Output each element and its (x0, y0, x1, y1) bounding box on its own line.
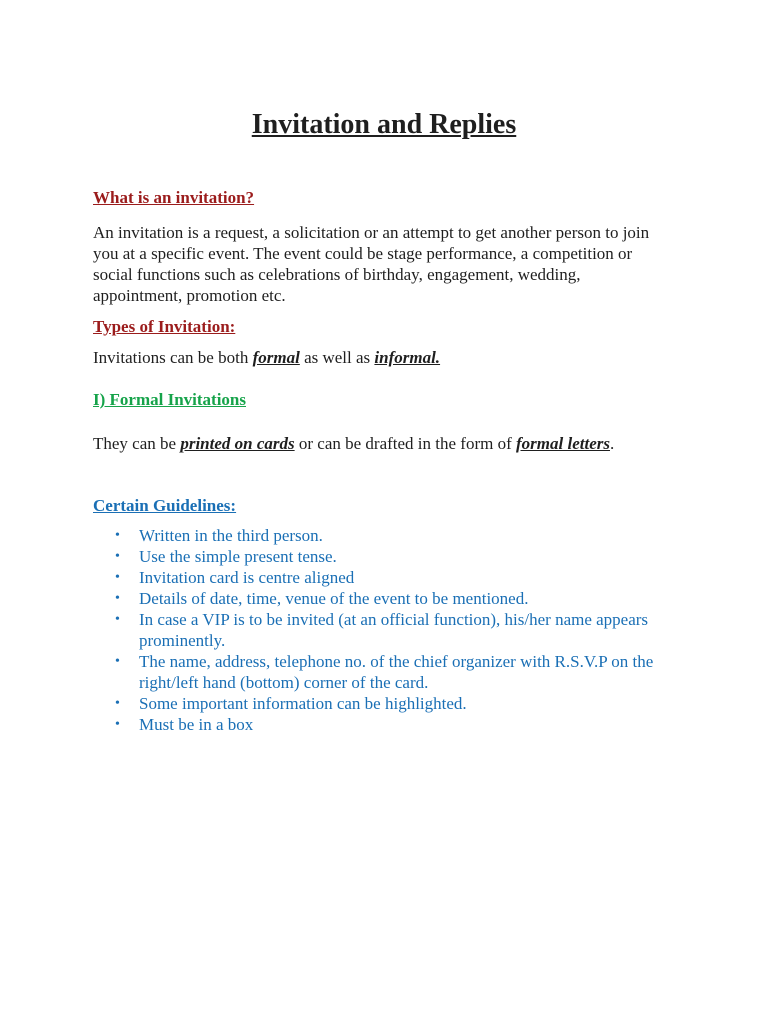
guideline-text: Some important information can be highlighted. (139, 694, 467, 713)
guideline-item (93, 525, 673, 546)
guideline-item (93, 651, 673, 693)
types-paragraph (93, 347, 673, 368)
formal-paragraph (93, 433, 673, 454)
bullet-icon: • (115, 696, 120, 711)
formal-emphasis: formal (252, 348, 300, 367)
section-formal-invitations (93, 389, 673, 411)
guideline-text: Use the simple present tense. (139, 547, 337, 566)
guideline-text: Must be in a box (139, 715, 254, 734)
guideline-text: In case a VIP is to be invited (at an official function), his/her name appears prominently. (139, 610, 649, 650)
types-middle: as well as (299, 348, 375, 367)
formal-suffix: . (609, 434, 615, 453)
definition-text: An invitation is a request, a solicitation or an attempt to get another person to join you at a specific event. The event could be stage performance, a competition or social functions such as celebrations of birthday, engagement, wedding, appointment, promotion etc. (93, 223, 650, 305)
guideline-item (93, 609, 673, 651)
section-heading-guidelines: Certain Guidelines: (93, 496, 237, 515)
bullet-icon: • (115, 717, 120, 732)
guideline-text: Details of date, time, venue of the event to be mentioned. (139, 589, 529, 608)
bullet-icon: • (115, 570, 120, 585)
bullet-icon: • (115, 591, 120, 606)
guidelines-list-container (93, 525, 673, 735)
bullet-icon: • (115, 549, 120, 564)
formal-letters-emphasis: formal letters (516, 434, 610, 453)
invitation-definition-paragraph (93, 222, 673, 306)
guideline-item (93, 567, 673, 588)
types-prefix: Invitations can be both (93, 348, 253, 367)
guideline-text: The name, address, telephone no. of the chief organizer with R.S.V.P on the right/left hand (bottom) corner of the card. (139, 652, 654, 692)
section-what-is-invitation (93, 187, 673, 209)
formal-prefix: They can be (93, 434, 181, 453)
document-title: Invitation and Replies (251, 109, 517, 140)
guideline-item (93, 693, 673, 714)
formal-text (93, 433, 673, 454)
section-guidelines (93, 495, 673, 517)
formal-middle: or can be drafted in the form of (294, 434, 517, 453)
section-types-of-invitation (93, 316, 673, 338)
section-heading-formal-invitations: I) Formal Invitations (93, 390, 246, 409)
guideline-text: Written in the third person. (139, 526, 323, 545)
guideline-item (93, 714, 673, 735)
bullet-icon: • (115, 528, 120, 543)
printed-on-cards-emphasis: printed on cards (180, 434, 295, 453)
informal-emphasis: informal. (374, 348, 441, 367)
guidelines-list (93, 525, 673, 735)
section-heading-what-is-invitation: What is an invitation? (93, 188, 255, 207)
guideline-item (93, 546, 673, 567)
bullet-icon: • (115, 612, 120, 627)
bullet-icon: • (115, 654, 120, 669)
guideline-text: Invitation card is centre aligned (139, 568, 355, 587)
section-heading-types: Types of Invitation: (93, 317, 236, 336)
guideline-item (93, 588, 673, 609)
types-text (93, 347, 673, 368)
